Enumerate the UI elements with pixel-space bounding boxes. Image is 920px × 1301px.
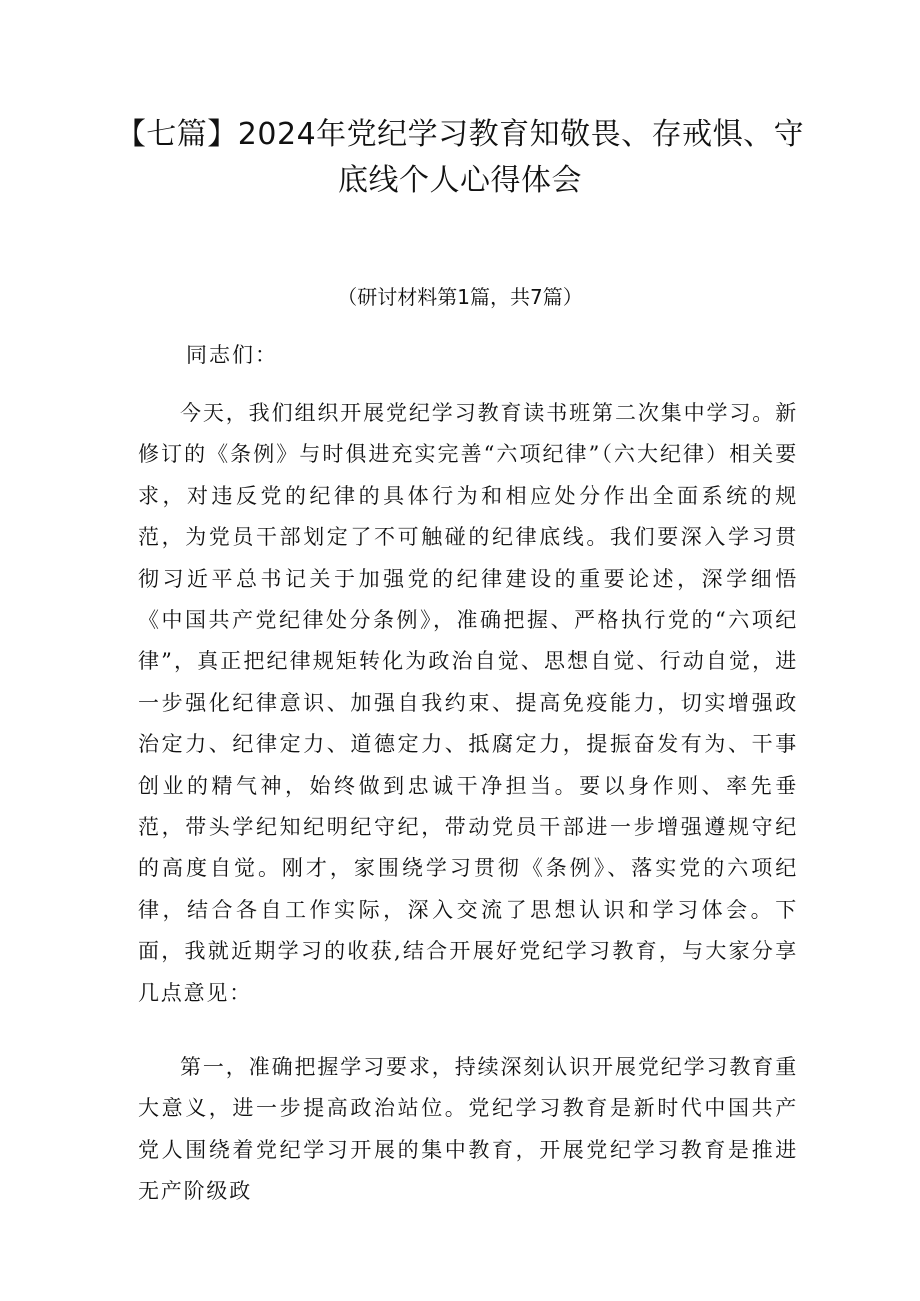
body-paragraph: 第一，准确把握学习要求，持续深刻认识开展党纪学习教育重大意义，进一步提高政治站位。党纪学习教育是新时代中国共产党人围绕着党纪学习开展的集中教育，开展党纪学习教育是推进无产阶级政 (138, 1055, 798, 1204)
body-paragraph: 今天，我们组织开展党纪学习教育读书班第二次集中学习。新修订的《条例》与时俱进充实完善“六项纪律”（六大纪律）相关要求，对违反党的纪律的具体行为和相应处分作出全面系统的规范，为党员干部划定了不可触碰的纪律底线。我们要深入学习贯彻习近平总书记关于加强党的纪律建设的重要论述，深学细悟《中国共产党纪律处分条例》，准确把握、严格执行党的“六项纪律”，真正把纪律规矩转化为政治自觉、思想自觉、行动自觉，进一步强化纪律意识、加强自我约束、提高免疫能力，切实增强政治定力、纪律定力、道德定力、抵腐定力，提振奋发有为、干事创业的精气神，始终做到忠诚干净担当。要以身作则、率先垂范，带头学纪知纪明纪守纪，带动党员干部进一步增强遵规守纪的高度自觉。刚才，家围绕学习贯彻《条例》、落实党的六项纪律，结合各自工作实际，深入交流了思想认识和学习体会。下面，我就近期学习的收获,结合开展好党纪学习教育，与大家分享几点意见： (138, 401, 798, 1005)
document-subtitle: （研讨材料第1篇，共7篇） (337, 285, 583, 309)
document-title: 【七篇】2024年党纪学习教育知敬畏、存戒惧、守底线个人心得体会 (115, 117, 805, 198)
greeting: 同志们： (186, 343, 278, 367)
